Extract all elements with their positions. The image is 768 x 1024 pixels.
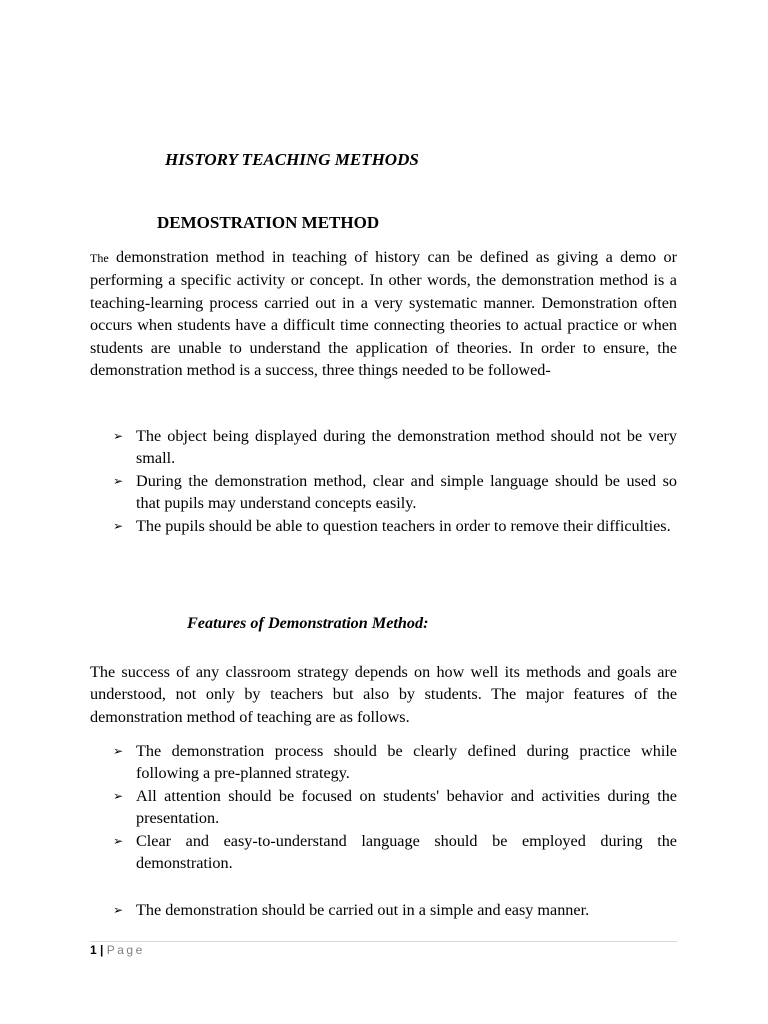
list-item bbox=[90, 515, 677, 537]
intro-paragraph bbox=[90, 246, 677, 381]
page-number: 1 bbox=[90, 943, 97, 957]
list-item-text: The demonstration should be carried out in a simple and easy manner. bbox=[136, 901, 590, 919]
list-item-text: The pupils should be able to question teachers in order to remove their difficulties. bbox=[136, 516, 671, 535]
features-list bbox=[90, 740, 677, 874]
page-label: Page bbox=[106, 943, 145, 957]
list-item-text: The object being displayed during the demonstration method should not be very small. bbox=[136, 427, 677, 468]
section-title: DEMOSTRATION METHOD bbox=[157, 213, 380, 232]
footer-separator: | bbox=[96, 943, 107, 957]
arrow-bullet-icon: ➢ bbox=[113, 833, 124, 848]
arrow-bullet-icon: ➢ bbox=[113, 429, 124, 443]
arrow-bullet-icon: ➢ bbox=[113, 788, 124, 803]
list-item bbox=[90, 740, 677, 785]
list-item-text: Clear and easy-to-understand language should be employed during the demonstration. bbox=[136, 831, 677, 873]
list-item bbox=[90, 899, 677, 921]
document-title: HISTORY TEACHING METHODS bbox=[165, 150, 419, 169]
features-list-continued bbox=[90, 899, 677, 921]
list-item-text: All attention should be focused on students' behavior and activities during the presentation. bbox=[136, 786, 677, 828]
list-item-text: The demonstration process should be clearly defined during practice while following a pre-planned strategy. bbox=[136, 742, 677, 783]
arrow-bullet-icon: ➢ bbox=[113, 518, 124, 533]
arrow-bullet-icon: ➢ bbox=[113, 473, 124, 488]
list-item bbox=[90, 830, 677, 875]
list-item bbox=[90, 470, 677, 515]
features-heading: Features of Demonstration Method: bbox=[187, 614, 429, 632]
list-item bbox=[90, 785, 677, 830]
page-footer bbox=[90, 943, 145, 957]
requirements-list bbox=[90, 425, 677, 537]
arrow-bullet-icon: ➢ bbox=[113, 744, 124, 758]
list-item-text: During the demonstration method, clear and simple language should be used so that pupils may understand concepts easily. bbox=[136, 471, 677, 513]
intro-lead-word: The bbox=[90, 251, 109, 265]
intro-text: demonstration method in teaching of history can be defined as giving a demo or performing a specific activity or concept. In other words, the demonstration method is a teaching-learning process carried out in a very systematic manner. Demonstration often occurs when students have a difficult time connecting theories to actual practice or when students are unable to understand the application of theories. In order to ensure, the demonstration method is a success, three things needed to be followed- bbox=[90, 248, 677, 380]
features-intro-paragraph: The success of any classroom strategy depends on how well its methods and goals are understood, not only by teachers but also by students. The major features of the demonstration method of teaching are as follows. bbox=[90, 663, 677, 726]
list-item bbox=[90, 425, 677, 470]
footer-divider bbox=[90, 941, 677, 942]
arrow-bullet-icon: ➢ bbox=[113, 903, 124, 917]
